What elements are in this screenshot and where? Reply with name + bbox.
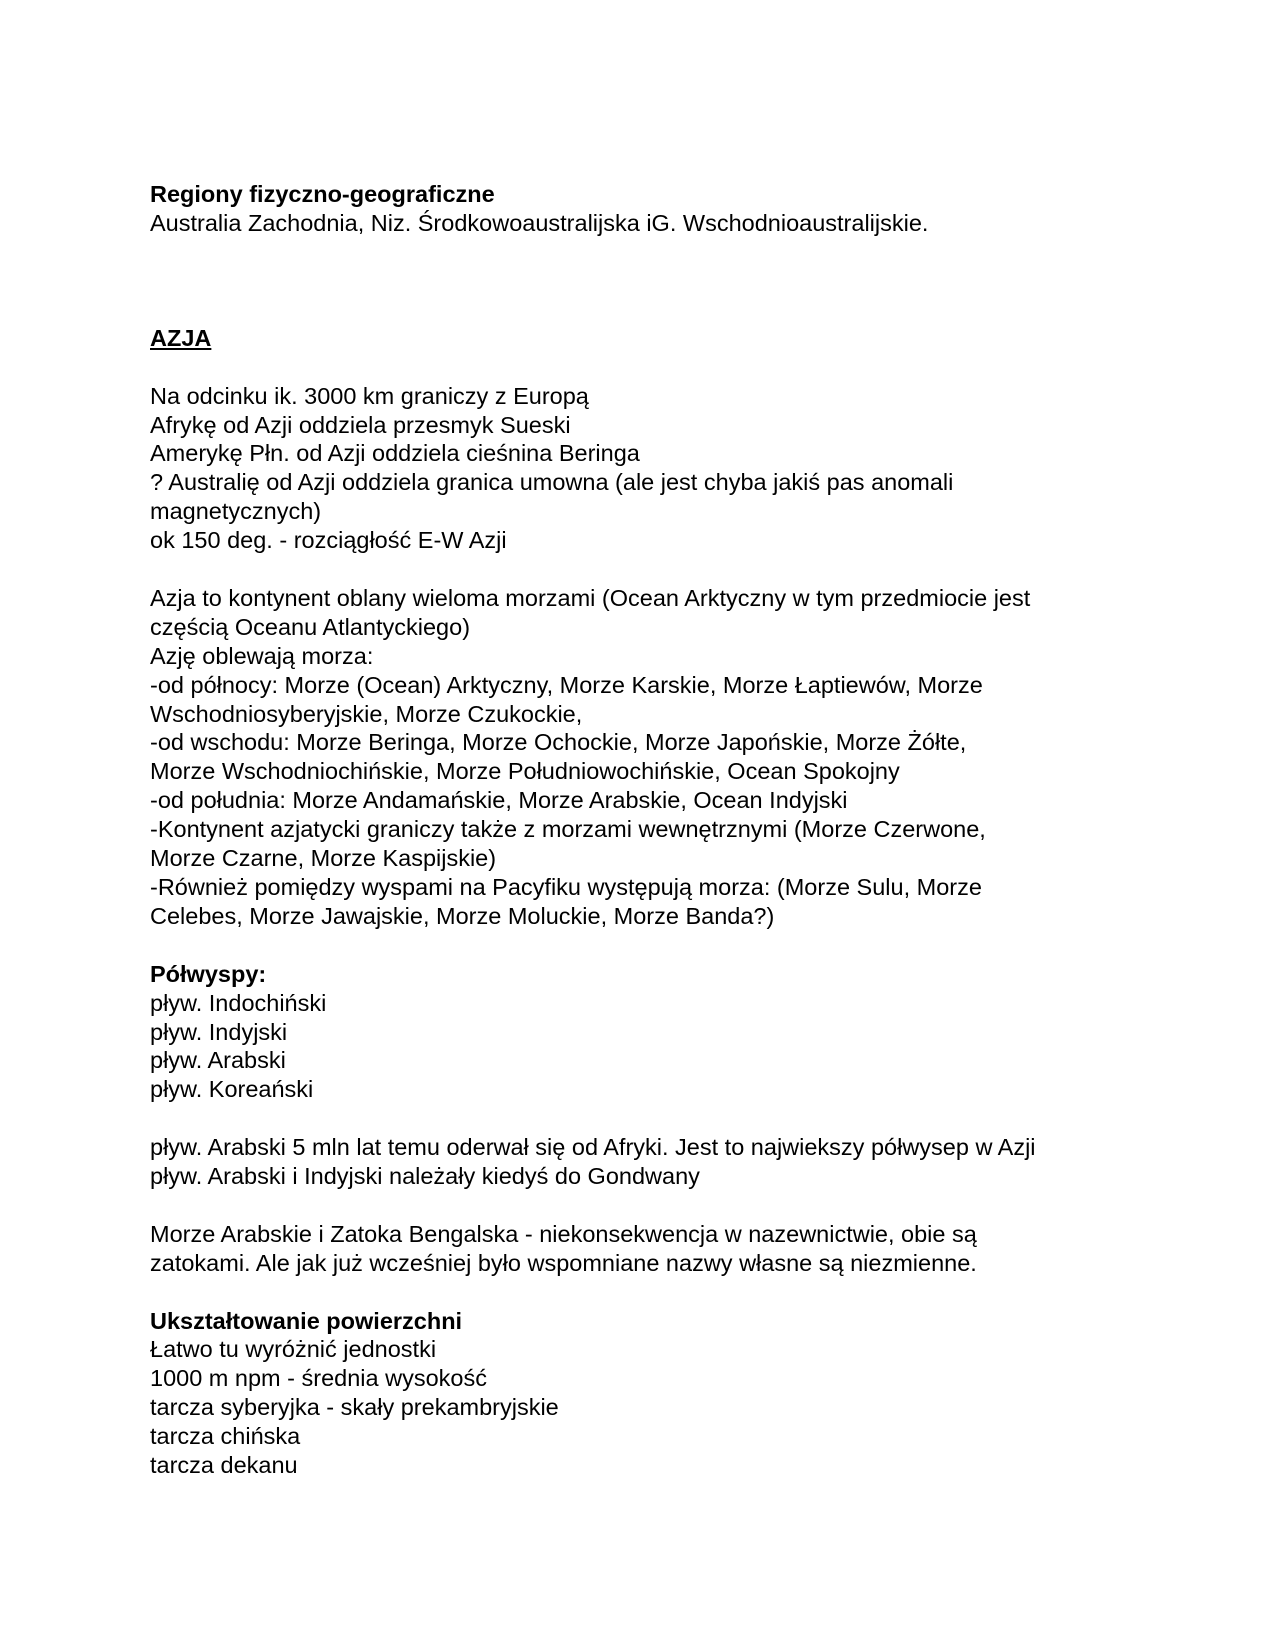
text-line: pływ. Arabski 5 mln lat temu oderwał się od Afryki. Jest to najwiekszy półwysep w Azji xyxy=(150,1134,1036,1161)
list-item: pływ. Arabski xyxy=(150,1047,286,1074)
text-line: Wschodniosyberyjskie, Morze Czukockie, xyxy=(150,700,583,727)
asia-title: AZJA xyxy=(150,324,212,351)
text-line: zatokami. Ale jak już wcześniej było wspomniane nazwy własne są niezmienne. xyxy=(150,1249,977,1276)
text-line: magnetycznych) xyxy=(150,498,322,525)
regions-text: Australia Zachodnia, Niz. Środkowoaustralijska iG. Wschodnioaustralijskie. xyxy=(150,209,929,236)
peninsulas-section xyxy=(150,960,1150,1105)
text-line: -od południa: Morze Andamańskie, Morze Arabskie, Ocean Indyjski xyxy=(150,787,848,814)
peninsulas-heading: Półwyspy: xyxy=(150,960,267,987)
text-line: -od północy: Morze (Ocean) Arktyczny, Morze Karskie, Morze Łaptiewów, Morze xyxy=(150,671,983,698)
surface-heading: Ukształtowanie powierzchni xyxy=(150,1307,463,1334)
peninsula-notes-section xyxy=(150,1133,1150,1191)
seas-section xyxy=(150,584,1150,931)
regions-section xyxy=(150,180,1150,238)
text-line: Afrykę od Azji oddziela przesmyk Sueski xyxy=(150,411,571,438)
list-item: pływ. Koreański xyxy=(150,1076,314,1103)
text-line: Celebes, Morze Jawajskie, Morze Moluckie, Morze Banda?) xyxy=(150,902,775,929)
text-line: Azję oblewają morza: xyxy=(150,642,374,669)
list-item: pływ. Indochiński xyxy=(150,989,327,1016)
text-line: -Również pomiędzy wyspami na Pacyfiku występują morza: (Morze Sulu, Morze xyxy=(150,874,982,900)
list-item: 1000 m npm - średnia wysokość xyxy=(150,1365,487,1392)
text-line: Amerykę Płn. od Azji oddziela cieśnina Beringa xyxy=(150,440,640,467)
text-line: ? Australię od Azji oddziela granica umowna (ale jest chyba jakiś pas anomali xyxy=(150,469,954,496)
text-line: -Kontynent azjatycki graniczy także z morzami wewnętrznymi (Morze Czerwone, xyxy=(150,816,986,843)
bay-note-section xyxy=(150,1220,1150,1278)
text-line: -od wschodu: Morze Beringa, Morze Ochockie, Morze Japońskie, Morze Żółte, xyxy=(150,729,967,756)
list-item: tarcza dekanu xyxy=(150,1452,298,1479)
list-item: pływ. Indyjski xyxy=(150,1018,288,1045)
text-line: Morze Wschodniochińskie, Morze Południowochińskie, Ocean Spokojny xyxy=(150,758,900,785)
text-line: Azja to kontynent oblany wieloma morzami (Ocean Arktyczny w tym przedmiocie jest xyxy=(150,584,1031,611)
text-line: Morze Czarne, Morze Kaspijskie) xyxy=(150,845,497,872)
text-line: pływ. Arabski i Indyjski należały kiedyś do Gondwany xyxy=(150,1163,700,1190)
list-item: Łatwo tu wyróżnić jednostki xyxy=(150,1336,437,1363)
borders-section xyxy=(150,382,1150,555)
document-page xyxy=(150,180,1150,1480)
surface-section xyxy=(150,1307,1150,1480)
regions-heading: Regiony fizyczno-geograficzne xyxy=(150,181,495,207)
list-item: tarcza chińska xyxy=(150,1423,301,1450)
text-line: Na odcinku ik. 3000 km graniczy z Europą xyxy=(150,382,589,409)
text-line: ok 150 deg. - rozciągłość E-W Azji xyxy=(150,527,507,554)
text-line: częścią Oceanu Atlantyckiego) xyxy=(150,613,471,640)
list-item: tarcza syberyjka - skały prekambryjskie xyxy=(150,1394,559,1421)
text-line: Morze Arabskie i Zatoka Bengalska - niekonsekwencja w nazewnictwie, obie są xyxy=(150,1220,977,1247)
